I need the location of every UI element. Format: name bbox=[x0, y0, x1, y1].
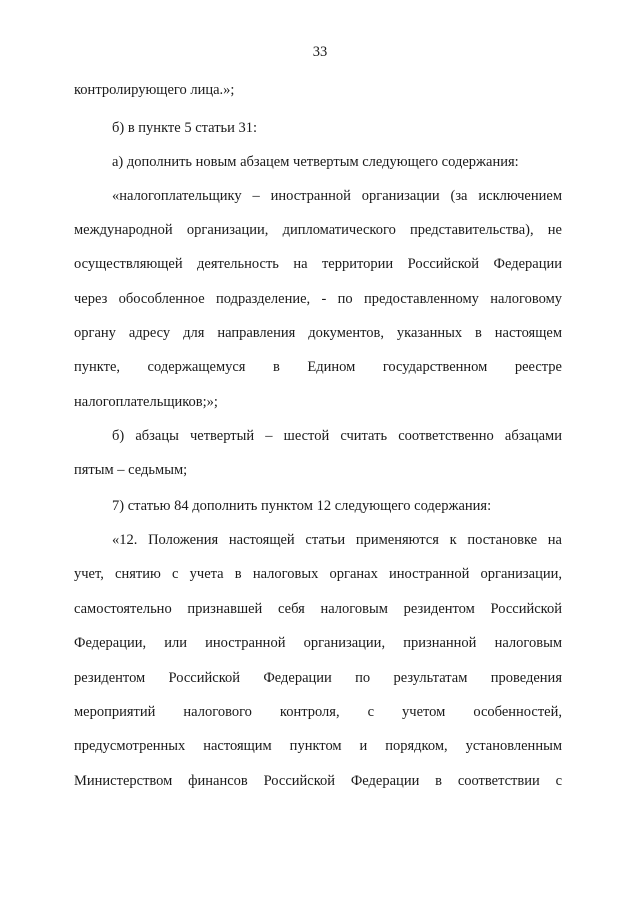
text-line: «12. Положения настоящей статьи применяются к постановке на bbox=[112, 532, 562, 548]
text-line: предусмотренных настоящим пунктом и порядком, установленным bbox=[74, 738, 562, 754]
text-line: органу адресу для направления документов, указанных в настоящем bbox=[74, 325, 562, 341]
text-line: осуществляющей деятельность на территории Российской Федерации bbox=[74, 256, 562, 272]
text-line: резидентом Российской Федерации по результатам проведения bbox=[74, 670, 562, 686]
text-line: через обособленное подразделение, - по предоставленному налоговому bbox=[74, 291, 562, 307]
text-line: Федерации, или иностранной организации, признанной налоговым bbox=[74, 635, 562, 651]
text-line: мероприятий налогового контроля, с учетом особенностей, bbox=[74, 704, 562, 720]
text-line: б) абзацы четвертый – шестой считать соответственно абзацами bbox=[112, 428, 562, 444]
text-line: контролирующего лица.»; bbox=[74, 82, 235, 98]
text-line: пункте, содержащемуся в Едином государственном реестре bbox=[74, 359, 562, 375]
text-line: пятым – седьмым; bbox=[74, 462, 188, 478]
text-line: международной организации, дипломатического представительства), не bbox=[74, 222, 562, 238]
text-line: налогоплательщиков;»; bbox=[74, 394, 218, 410]
text-line: Министерством финансов Российской Федерации в соответствии с bbox=[74, 773, 562, 789]
text-line: самостоятельно признавшей себя налоговым резидентом Российской bbox=[74, 601, 562, 617]
page-number: 33 bbox=[312, 44, 328, 60]
text-line: б) в пункте 5 статьи 31: bbox=[112, 120, 258, 136]
text-line: а) дополнить новым абзацем четвертым следующего содержания: bbox=[112, 154, 519, 170]
text-line: учет, снятию с учета в налоговых органах иностранной организации, bbox=[74, 566, 562, 582]
text-line: «налогоплательщику – иностранной организации (за исключением bbox=[112, 188, 562, 204]
text-line: 7) статью 84 дополнить пунктом 12 следующего содержания: bbox=[112, 498, 492, 514]
